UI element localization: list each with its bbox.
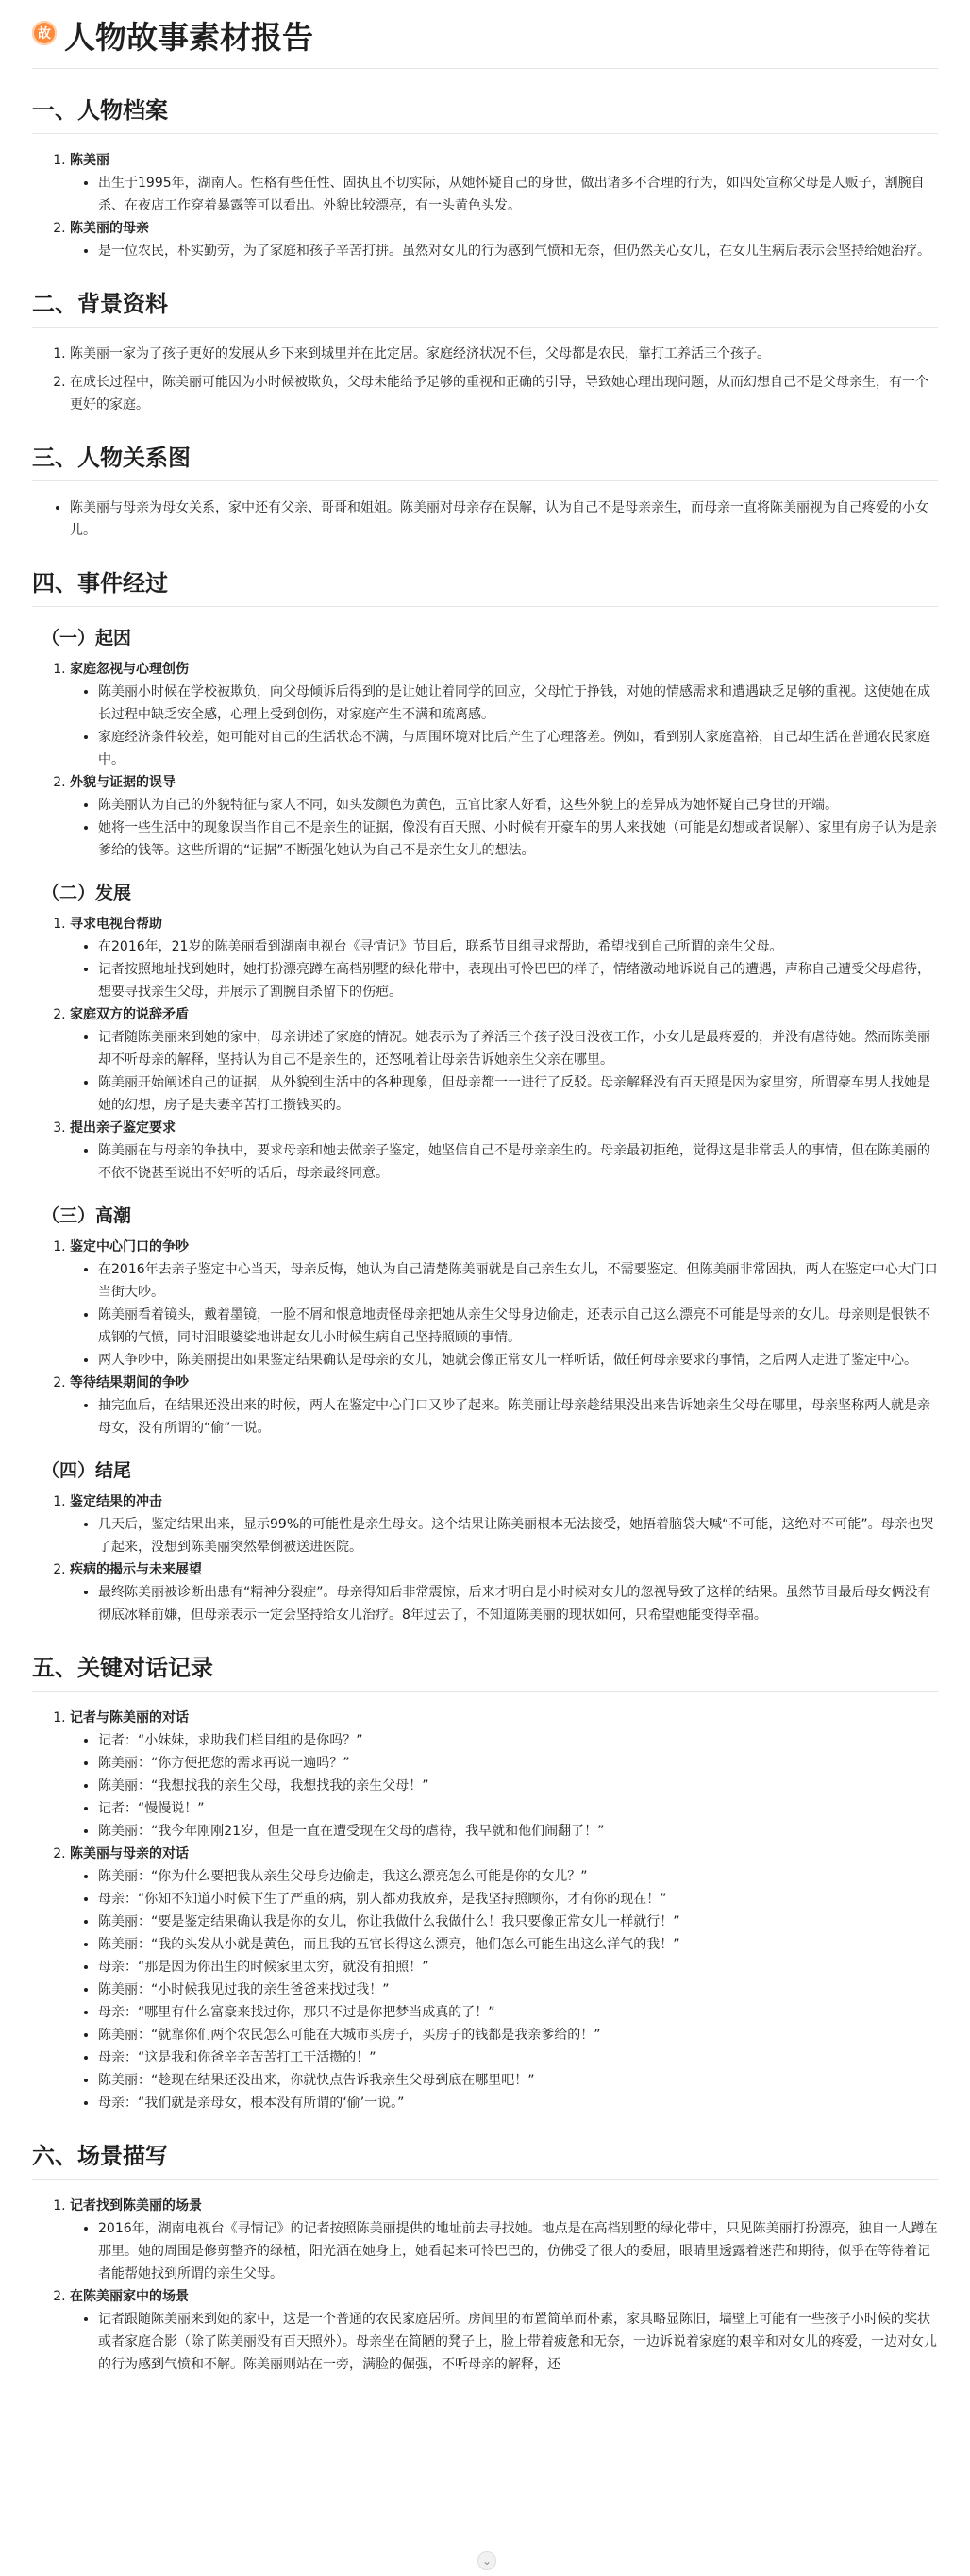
list-item [70,1490,938,1558]
development-list [32,913,938,1185]
item-label: 陈美丽 [70,153,109,168]
background-list [32,343,938,416]
subsection-heading-cause: （一）起因 [42,628,132,648]
section-heading-scenes: 六、场景描写 [32,2141,938,2180]
report-page [32,0,938,2376]
list-item: • 记者按照地址找到她时，她打扮漂亮蹲在高档别墅的绿化带中，表现出可怜巴巴的样子，情绪激动地诉说自己的遭遇，声称自己遭受父母虐待，想要寻找亲生父母，并展示了割腕自杀留下的伤疤。 [98,958,938,1003]
list-item: • 陈美丽在与母亲的争执中，要求母亲和她去做亲子鉴定，她坚信自己不是母亲亲生的。母亲最初拒绝，觉得这是非常丢人的事情，但在陈美丽的不依不饶甚至说出不好听的话后，母亲最终同意。 [98,1139,938,1185]
item-label: 鉴定结果的冲击 [70,1494,162,1509]
list-item [70,771,938,862]
list-item: • 记者随陈美丽来到她的家中，母亲讲述了家庭的情况。她表示为了养活三个孩子没日没夜工作，小女儿是最疼爱的，并没有虐待她。然而陈美丽却不听母亲的解释，坚持认为自己不是亲生的，还怒吼着让母亲告诉她亲生父亲在哪里。 [98,1026,938,1071]
list-item [70,1003,938,1117]
list-item [70,2195,938,2285]
list-item [70,658,938,771]
profile-list [32,149,938,262]
dialogue-line: • 陈美丽：“你方便把您的需求再说一遍吗？” [98,1752,938,1775]
item-label: 提出亲子鉴定要求 [70,1120,176,1136]
list-item [70,1117,938,1185]
list-item: • 记者跟随陈美丽来到她的家中，这是一个普通的农民家庭居所。房间里的布置简单而朴素，家具略显陈旧，墙壁上可能有一些孩子小时候的奖状或者家庭合影（除了陈美丽没有百天照外）。母亲坐在简陋的凳子上，脸上带着疲惫和无奈，一边诉说着家庭的艰辛和对女儿的疼爱，一边对女儿的行为感到气愤和不解。陈美丽则站在一旁，满脸的倔强，不听母亲的解释，还 [98,2308,938,2376]
item-label: 寻求电视台帮助 [70,917,162,932]
dialogue-line: • 母亲：“我们就是亲母女，根本没有所谓的‘偷’一说。” [98,2092,938,2114]
section-heading-profile: 一、人物档案 [32,95,938,134]
dialogue-line: • 陈美丽：“小时候我见过我的亲生爸爸来找过我！” [98,1978,938,2001]
dialogue-line: • 陈美丽：“就靠你们两个农民怎么可能在大城市买房子，买房子的钱都是我亲爹给的！” [98,2024,938,2046]
dialogue-line: • 母亲：“那是因为你出生的时候家里太穷，就没有拍照！” [98,1956,938,1978]
scroll-down-icon[interactable]: ⌄ [477,2551,496,2570]
list-item: • 出生于1995年，湖南人。性格有些任性、固执且不切实际，从她怀疑自己的身世，做出诸多不合理的行为，如四处宣称父母是人贩子，割腕自杀、在夜店工作穿着暴露等可以看出。外貌比较漂亮，有一头黄色头发。 [98,172,938,217]
scene-list [32,2195,938,2376]
dialogue-line: • 陈美丽：“趁现在结果还没出来，你就快点告诉我亲生父母到底在哪里吧！” [98,2069,938,2092]
section-heading-background: 二、背景资料 [32,289,938,328]
dialogue-line: • 陈美丽：“我想找我的亲生父母，我想找我的亲生父母！” [98,1775,938,1797]
list-item: • 2016年，湖南电视台《寻情记》的记者按照陈美丽提供的地址前去寻找她。地点是在高档别墅的绿化带中，只见陈美丽打扮漂亮，独自一人蹲在那里。她的周围是修剪整齐的绿植，阳光洒在她身上，她看起来可怜巴巴的，仿佛受了很大的委屈，眼睛里透露着迷茫和期待，似乎在等待着记者能帮她找到所谓的亲生父母。 [98,2217,938,2285]
relations-list [32,497,938,542]
section-heading-dialogues: 五、关键对话记录 [32,1653,938,1692]
dialogue-line: • 陈美丽：“要是鉴定结果确认我是你的女儿，你让我做什么我做什么！我只要像正常女儿一样就行！” [98,1911,938,1933]
list-item: • 陈美丽小时候在学校被欺负，向父母倾诉后得到的是让她让着同学的回应，父母忙于挣钱，对她的情感需求和遭遇缺乏足够的重视。这使她在成长过程中缺乏安全感，心理上受到创伤，对家庭产生不满和疏离感。 [98,681,938,726]
section-heading-events: 四、事件经过 [32,568,938,607]
list-item [70,1707,938,1843]
list-item [70,1372,938,1440]
item-label: 记者与陈美丽的对话 [70,1710,189,1726]
dialogue-line: • 记者：“慢慢说！” [98,1797,938,1820]
ending-list [32,1490,938,1626]
title-divider [32,68,938,69]
item-label: 陈美丽的母亲 [70,221,149,236]
list-item [70,2285,938,2376]
page-title: 人物故事素材报告 [64,19,313,56]
list-item: • 陈美丽认为自己的外貌特征与家人不同，如头发颜色为黄色，五官比家人好看，这些外貌上的差异成为她怀疑自己身世的开端。 [98,794,938,817]
dialogue-line: • 陈美丽：“我的头发从小就是黄色，而且我的五官长得这么漂亮，他们怎么可能生出这么洋气的我！” [98,1933,938,1956]
item-label: 外貌与证据的误导 [70,775,176,790]
list-item [70,1558,938,1626]
item-label: 陈美丽与母亲的对话 [70,1846,189,1861]
item-label: 记者找到陈美丽的场景 [70,2198,202,2214]
item-label: 等待结果期间的争吵 [70,1375,189,1390]
cause-list [32,658,938,862]
subsection-heading-development: （二）发展 [42,883,132,903]
list-item: • 抽完血后，在结果还没出来的时候，两人在鉴定中心门口又吵了起来。陈美丽让母亲趁结果没出来告诉她亲生父母在哪里，母亲坚称两人就是亲母女，没有所谓的“偷”一说。 [98,1394,938,1440]
list-item [70,217,938,262]
list-item: • 是一位农民，朴实勤劳，为了家庭和孩子辛苦打拼。虽然对女儿的行为感到气愤和无奈，但仍然关心女儿，在女儿生病后表示会坚持给她治疗。 [98,240,938,262]
dialogue-line: • 陈美丽：“我今年刚刚21岁，但是一直在遭受现在父母的虐待，我早就和他们闹翻了！” [98,1820,938,1843]
list-item: • 陈美丽看着镜头，戴着墨镜，一脸不屑和恨意地责怪母亲把她从亲生父母身边偷走，还表示自己这么漂亮不可能是母亲的女儿。母亲则是恨铁不成钢的气愤，同时泪眼婆娑地讲起女儿小时候生病自己坚持照顾的事情。 [98,1304,938,1349]
climax-list [32,1236,938,1440]
list-item: • 最终陈美丽被诊断出患有“精神分裂症”。母亲得知后非常震惊，后来才明白是小时候对女儿的忽视导致了这样的结果。虽然节目最后母女俩没有彻底冰释前嫌，但母亲表示一定会坚持给女儿治疗。8年过去了，不知道陈美丽的现状如何，只希望她能变得幸福。 [98,1581,938,1626]
list-item [70,149,938,217]
list-item [70,1236,938,1372]
item-label: 疾病的揭示与未来展望 [70,1562,202,1577]
item-label: 家庭双方的说辞矛盾 [70,1007,189,1022]
list-item: • 在2016年，21岁的陈美丽看到湖南电视台《寻情记》节目后，联系节目组寻求帮助，希望找到自己所谓的亲生父母。 [98,935,938,958]
dialogue-line: • 母亲：“这是我和你爸辛辛苦苦打工干活攒的！” [98,2046,938,2069]
list-item: • 几天后，鉴定结果出来，显示99%的可能性是亲生母女。这个结果让陈美丽根本无法接受，她捂着脑袋大喊“不可能，这绝对不可能”。母亲也哭了起来，没想到陈美丽突然晕倒被送进医院。 [98,1513,938,1558]
dialogue-line: • 母亲：“你知不知道小时候下生了严重的病，别人都劝我放弃，是我坚持照顾你，才有你的现在！” [98,1888,938,1911]
list-item: • 她将一些生活中的现象误当作自己不是亲生的证据，像没有百天照、小时候有开豪车的男人来找她（可能是幻想或者误解）、家里有房子认为是亲爹给的钱等。这些所谓的“证据”不断强化她认为自己不是亲生女儿的想法。 [98,817,938,862]
list-item: 2. 在成长过程中，陈美丽可能因为小时候被欺负，父母未能给予足够的重视和正确的引导，导致她心理出现问题，从而幻想自己不是父母亲生，有一个更好的家庭。 [70,371,938,416]
list-item: • 在2016年去亲子鉴定中心当天，母亲反悔，她认为自己清楚陈美丽就是自己亲生女儿，不需要鉴定。但陈美丽非常固执，两人在鉴定中心大门口当街大吵。 [98,1258,938,1304]
app-logo-icon: 故 [32,21,57,45]
list-item: 1. 陈美丽一家为了孩子更好的发展从乡下来到城里并在此定居。家庭经济状况不佳，父母都是农民，靠打工养活三个孩子。 [70,343,938,365]
list-item: • 家庭经济条件较差，她可能对自己的生活状态不满，与周围环境对比后产生了心理落差。例如，看到别人家庭富裕，自己却生活在普通农民家庭中。 [98,726,938,771]
list-item: • 陈美丽开始阐述自己的证据，从外貌到生活中的各种现象，但母亲都一一进行了反驳。母亲解释没有百天照是因为家里穷，所谓豪车男人找她是她的幻想，房子是夫妻辛苦打工攒钱买的。 [98,1071,938,1117]
list-item: • 两人争吵中，陈美丽提出如果鉴定结果确认是母亲的女儿，她就会像正常女儿一样听话，做任何母亲要求的事情，之后两人走进了鉴定中心。 [98,1349,938,1372]
dialogue-list [32,1707,938,2114]
dialogue-line: • 记者：“小妹妹，求助我们栏目组的是你吗？” [98,1729,938,1752]
subsection-heading-ending: （四）结尾 [42,1460,132,1481]
dialogue-line: • 母亲：“哪里有什么富豪来找过你，那只不过是你把梦当成真的了！” [98,2001,938,2024]
item-label: 家庭忽视与心理创伤 [70,662,189,677]
dialogue-line: • 陈美丽：“你为什么要把我从亲生父母身边偷走，我这么漂亮怎么可能是你的女儿？” [98,1865,938,1888]
section-heading-relations: 三、人物关系图 [32,443,938,481]
subsection-heading-climax: （三）高潮 [42,1205,132,1226]
list-item [70,1843,938,2114]
list-item: • 陈美丽与母亲为母女关系，家中还有父亲、哥哥和姐姐。陈美丽对母亲存在误解，认为自己不是母亲亲生，而母亲一直将陈美丽视为自己疼爱的小女儿。 [70,497,938,542]
list-item [70,913,938,1003]
item-label: 鉴定中心门口的争吵 [70,1239,189,1254]
title-row [32,17,938,59]
item-label: 在陈美丽家中的场景 [70,2289,189,2304]
